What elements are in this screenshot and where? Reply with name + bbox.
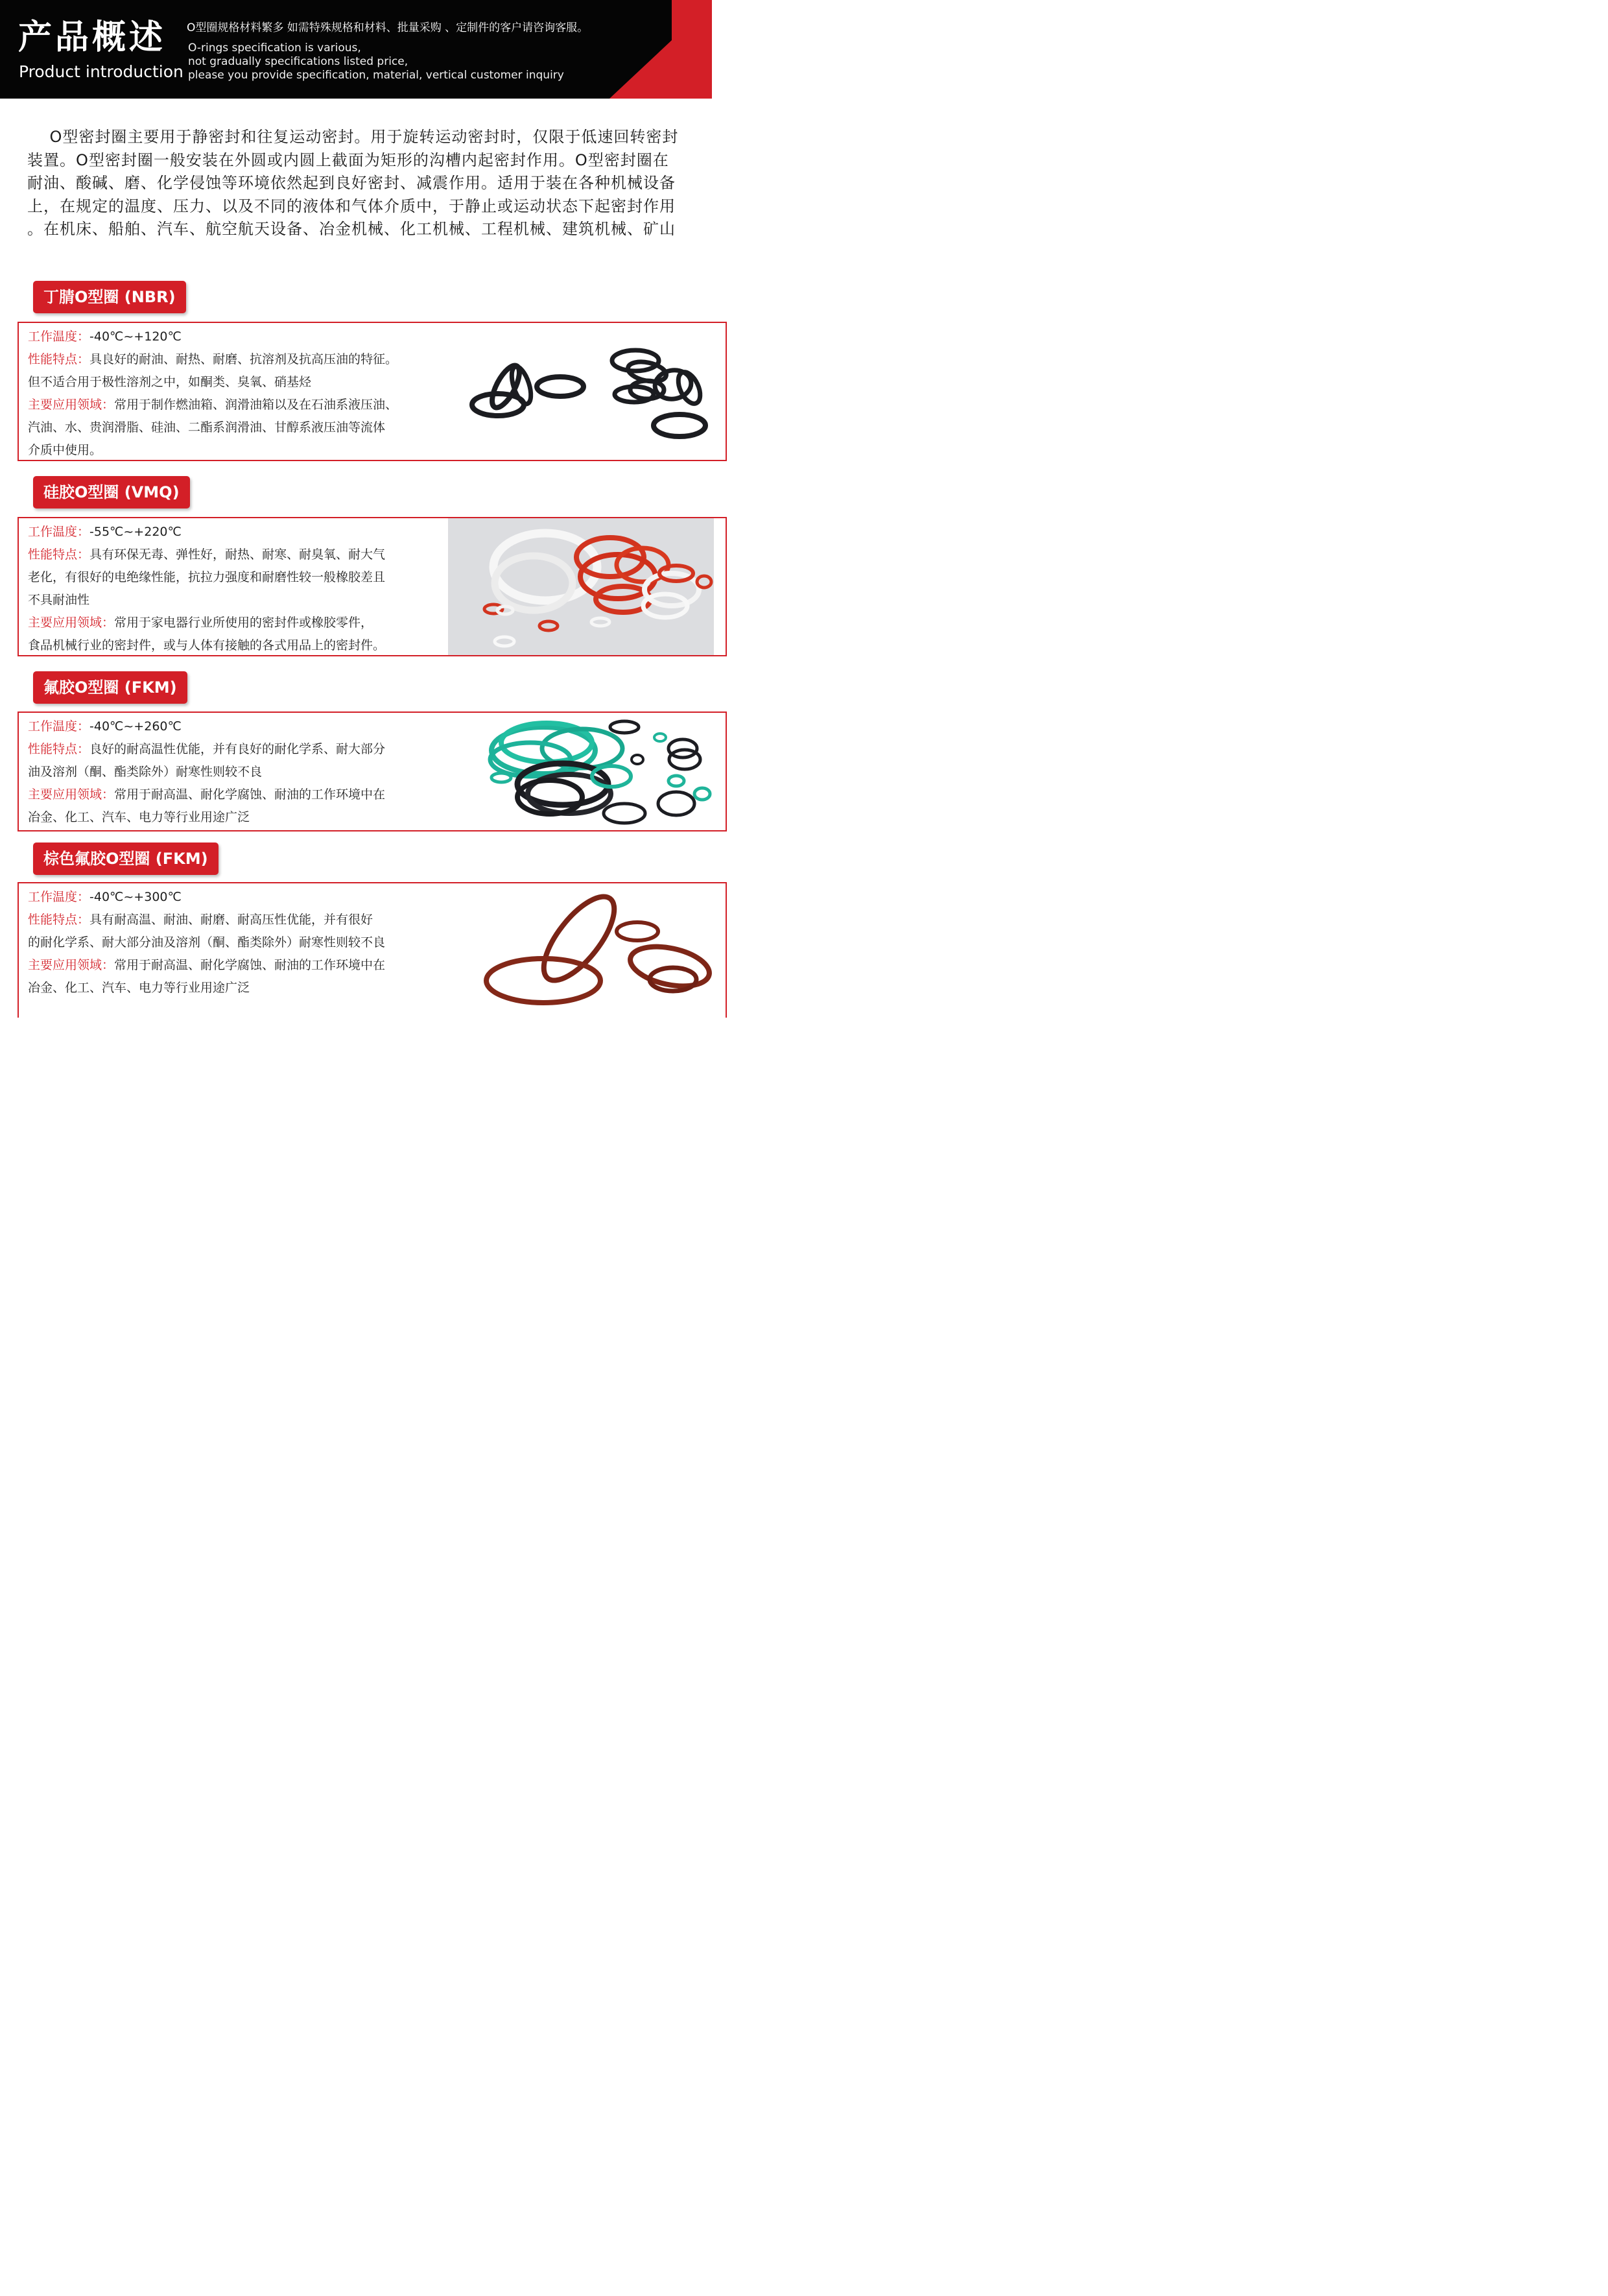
detail-line (28, 715, 385, 738)
detail-text: 不具耐油性 (28, 593, 90, 607)
intro-line: 。在机床、船舶、汽车、航空航天设备、冶金机械、化工机械、工程机械、建筑机械、矿山 (27, 220, 676, 238)
detail-line (28, 738, 385, 761)
detail-line (28, 634, 385, 656)
detail-text: 常用于耐高温、耐化学腐蚀、耐油的工作环境中在 (114, 787, 386, 802)
detail-line (28, 371, 397, 394)
notice-en-line: please you provide specification, material, vertical customer inquiry (188, 69, 564, 82)
detail-line (28, 566, 385, 589)
intro-line: 装置。O型密封圈一般安装在外圆或内圆上截面为矩形的沟槽内起密封作用。O型密封圈在 (27, 150, 669, 169)
notice-cn: O型圈规格材料繁多 如需特殊规格和材料、批量采购 、定制件的客户请咨询客服。 (187, 21, 589, 34)
detail-text: 的耐化学系、耐大部分油及溶剂（酮、酯类除外）耐寒性则较不良 (28, 935, 386, 950)
detail-text: 冶金、化工、汽车、电力等行业用途广泛 (28, 810, 250, 824)
detail-label: 工作温度： (28, 890, 90, 904)
page-title-en: Product introduction (19, 62, 183, 81)
detail-text: 具良好的耐油、耐热、耐磨、抗溶剂及抗高压油的特征。 (89, 352, 398, 366)
detail-text: 良好的耐高温性优能，并有良好的耐化学系、耐大部分 (89, 742, 386, 756)
detail-text: 常用于制作燃油箱、润滑油箱以及在石油系液压油、 (114, 398, 398, 412)
fkm-oring-photo (453, 713, 712, 830)
detail-text: 冶金、化工、汽车、电力等行业用途广泛 (28, 981, 250, 995)
notice-en (188, 42, 564, 82)
detail-text: -40℃~+260℃ (89, 719, 182, 734)
detail-text: 具有环保无毒、弹性好，耐热、耐寒、耐臭氧、耐大气 (89, 547, 386, 562)
detail-label: 工作温度： (28, 719, 90, 734)
intro-line: 耐油、酸碱、磨、化学侵蚀等环境依然起到良好密封、减震作用。适用于装在各种机械设备 (27, 174, 676, 192)
product-card-nbr (18, 322, 727, 461)
detail-label: 主要应用领域： (28, 958, 115, 972)
detail-line (28, 954, 385, 977)
detail-text: -55℃~+220℃ (89, 525, 182, 539)
product-title-fkm: 氟胶O型圈 (FKM) (33, 671, 187, 704)
product-card-fkm (18, 712, 727, 831)
detail-line (28, 348, 397, 371)
detail-line (28, 909, 385, 931)
detail-label: 工作温度： (28, 525, 90, 539)
detail-line (28, 589, 385, 612)
detail-line (28, 761, 385, 783)
detail-line (28, 931, 385, 954)
detail-line (28, 326, 397, 348)
detail-label: 性能特点： (28, 742, 90, 756)
detail-text: 食品机械行业的密封件，或与人体有接触的各式用品上的密封件。 (28, 638, 386, 652)
detail-text: 常用于耐高温、耐化学腐蚀、耐油的工作环境中在 (114, 958, 386, 972)
product-card-vmq (18, 517, 727, 656)
detail-text: 汽油、水、贵润滑脂、硅油、二酯系润滑油、甘醇系液压油等流体 (28, 420, 386, 435)
intro-line: O型密封圈主要用于静密封和往复运动密封。用于旋转运动密封时，仅限于低速回转密封 (27, 128, 679, 146)
detail-label: 性能特点： (28, 913, 90, 927)
detail-line (28, 394, 397, 416)
detail-label: 主要应用领域： (28, 398, 115, 412)
detail-label: 工作温度： (28, 329, 90, 344)
detail-text: 常用于家电器行业所使用的密封件或橡胶零件， (114, 616, 373, 630)
detail-text: 老化，有很好的电绝缘性能，抗拉力强度和耐磨性较一般橡胶差且 (28, 570, 386, 584)
detail-label: 主要应用领域： (28, 787, 115, 802)
detail-text: -40℃~+120℃ (89, 329, 182, 344)
product-title-nbr: 丁腈O型圈 (NBR) (33, 281, 186, 313)
detail-line (28, 886, 385, 909)
detail-line (28, 783, 385, 806)
detail-line (28, 416, 397, 439)
detail-label: 性能特点： (28, 547, 90, 562)
detail-text: 具有耐高温、耐油、耐磨、耐高压性优能，并有很好 (89, 913, 373, 927)
detail-line (28, 806, 385, 829)
product-details (28, 715, 385, 829)
detail-label: 性能特点： (28, 352, 90, 366)
intro-paragraph (27, 126, 740, 241)
product-details (28, 326, 397, 461)
product-title-vmq: 硅胶O型圈 (VMQ) (33, 476, 190, 508)
silicone-oring-photo (448, 518, 714, 655)
detail-text: 介质中使用。 (28, 443, 102, 457)
detail-line (28, 977, 385, 999)
product-title-brown-fkm: 棕色氟胶O型圈 (FKM) (33, 843, 219, 875)
header-banner (0, 0, 712, 99)
notice-en-line: O-rings specification is various, (188, 42, 361, 54)
product-details (28, 886, 385, 999)
product-details (28, 521, 385, 656)
brown-fkm-oring-photo (453, 883, 712, 1018)
detail-text: 但不适合用于极性溶剂之中，如酮类、臭氧、硝基烃 (28, 375, 312, 389)
detail-line (28, 544, 385, 566)
notice-en-line: not gradually specifications listed price, (188, 55, 408, 68)
page-title-cn: 产品概述 (18, 18, 167, 57)
detail-line (28, 439, 397, 461)
detail-text: 油及溶剂（酮、酯类除外）耐寒性则较不良 (28, 765, 263, 779)
detail-text: -40℃~+300℃ (89, 890, 182, 904)
intro-line: 上，在规定的温度、压力、以及不同的液体和气体介质中，于静止或运动状态下起密封作用 (27, 197, 676, 215)
detail-line (28, 521, 385, 544)
product-card-brown-fkm (18, 882, 727, 1018)
nbr-oring-photo (453, 323, 712, 460)
detail-line (28, 612, 385, 634)
detail-label: 主要应用领域： (28, 616, 115, 630)
